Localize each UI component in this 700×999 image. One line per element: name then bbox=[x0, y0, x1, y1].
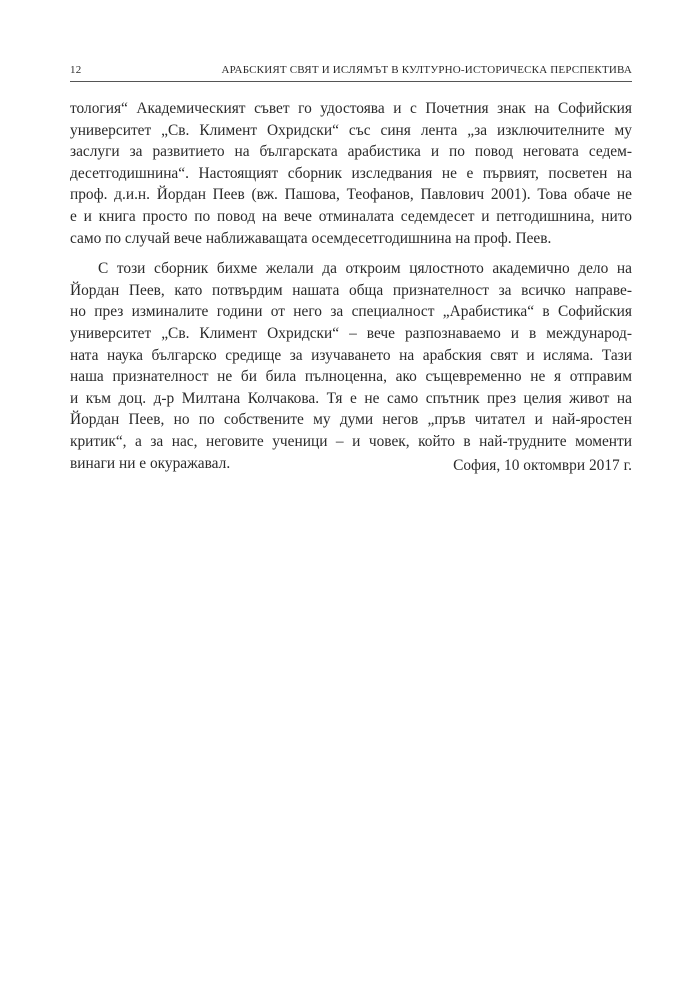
paragraph-gap bbox=[70, 249, 632, 258]
text-line: наша признателност не би била пълноценна, ако същевременно не я отправим bbox=[70, 368, 632, 386]
text-line: е и книга просто по повод на вече отминалата седемдесет и петгодишнина, нито bbox=[70, 207, 632, 225]
running-header bbox=[70, 64, 632, 80]
signature-place-date: София, 10 октомври 2017 г. bbox=[453, 457, 632, 474]
text-line: критик“, а за нас, неговите ученици – и човек, който в най-трудните моменти bbox=[70, 432, 632, 450]
text-line: само по случай вече наближаващата осемдесетгодишнина на проф. Пеев. bbox=[70, 229, 552, 247]
text-line: проф. д.и.н. Йордан Пеев (вж. Пашова, Теофанов, Павлович 2001). Това обаче не bbox=[70, 186, 632, 204]
text-line: университет „Св. Климент Охридски“ – вече разпознаваемо и в международ- bbox=[70, 324, 632, 342]
text-line: ната наука българско средище за изучаването на арабския свят и исляма. Тази bbox=[70, 346, 632, 364]
paragraph-2 bbox=[70, 258, 632, 474]
text-line: и към доц. д-р Милтана Колчакова. Тя е не само спътник през целия живот на bbox=[70, 389, 632, 407]
text-line: тология“ Академическият съвет го удостоява и с Почетния знак на Софийския bbox=[70, 100, 632, 117]
text-line: винаги ни е окуражавал. bbox=[70, 454, 231, 472]
paragraph-1 bbox=[70, 98, 632, 249]
text-line: заслуги за развитието на българската арабистика и по повод неговата седем- bbox=[70, 143, 632, 161]
page-number: 12 bbox=[70, 64, 82, 76]
text-line: но през изминалите години от него за специалност „Арабистика“ в Софийския bbox=[70, 303, 632, 321]
text-line: Йордан Пеев, като потвърдим нашата обща признателност за всичко направе- bbox=[70, 281, 632, 299]
body-text bbox=[70, 98, 632, 474]
text-line: С този сборник бихме желали да откроим цялостното академично дело на bbox=[98, 260, 632, 278]
text-line: университет „Св. Климент Охридски“ със синя лента „за изключителните му bbox=[70, 121, 632, 139]
text-line: десетгодишнина“. Настоящият сборник изследвания не е първият, посветен на bbox=[70, 164, 632, 182]
running-header-title: АРАБСКИЯТ СВЯТ И ИСЛЯМЪТ В КУЛТУРНО-ИСТОРИЧЕСКА ПЕРСПЕКТИВА bbox=[221, 64, 632, 76]
text-line: Йордан Пеев, но по собствените му думи негов „пръв читател и най-яростен bbox=[70, 411, 632, 429]
header-rule bbox=[70, 81, 632, 82]
